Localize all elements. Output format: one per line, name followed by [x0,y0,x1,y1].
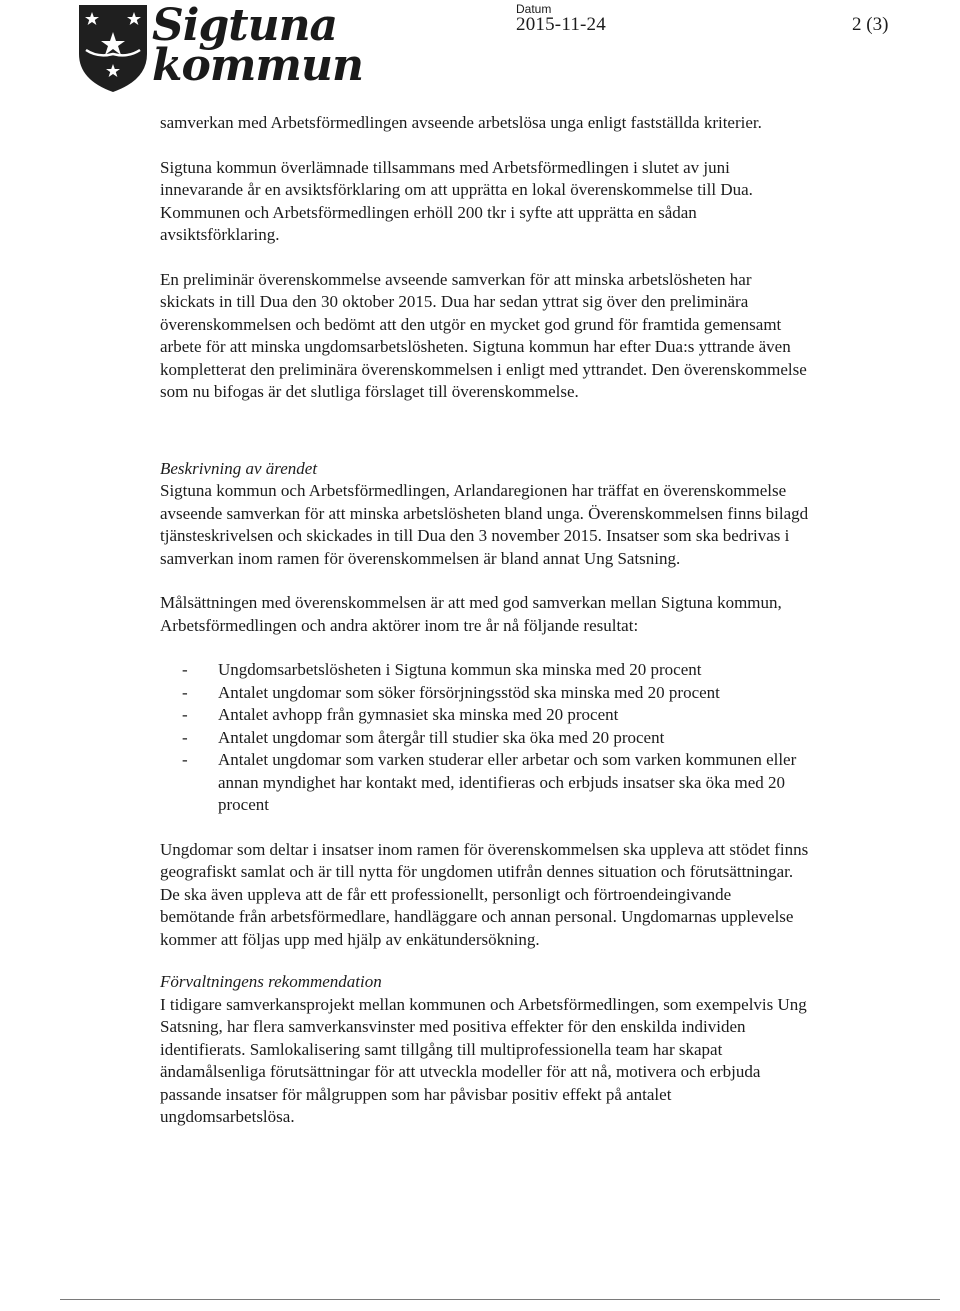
result-goals-list [160,659,810,817]
paragraph-kriterier: samverkan med Arbetsförmedlingen avseende arbetslösa unga enligt fastställda kriterier. [160,113,762,132]
section-heading-rekommendation: Förvaltningens rekommendation [160,972,382,991]
paragraph-overenskommelse: Sigtuna kommun och Arbetsförmedlingen, Arlandaregionen har träffat en överenskommelse avseende samverkan för att minska arbetslösheten bland unga. Överenskommelsen finns bilagd tjänsteskrivelsen och skickades in till Dua den 3 november 2015. Insatser som ska bedrivas i samverkan inom ramen för överenskommelsen är bland annat Ung Satsning. [160,481,809,568]
list-item: - Antalet avhopp från gymnasiet ska minska med 20 procent [160,704,810,727]
paragraph-avsiktsforklaring: Sigtuna kommun överlämnade tillsammans med Arbetsförmedlingen i slutet av juni innevarande år en avsiktsförklaring om att upprätta en lokal överenskommelse till Dua. Kommunen och Arbetsförmedlingen erhöll 200 tkr i syfte att upprätta en sådan avsiktsförklaring. [160,157,753,244]
list-item: - Antalet ungdomar som återgår till studier ska öka med 20 procent [160,727,810,750]
list-item: - Ungdomsarbetslösheten i Sigtuna kommun ska minska med 20 procent [160,659,810,682]
document-body [160,112,810,1129]
date-label: Datum [516,2,552,16]
date-value: 2015-11-24 [516,14,606,35]
footer-divider [60,1299,940,1300]
section-heading-beskrivning: Beskrivning av ärendet [160,458,318,478]
page-header [0,0,960,100]
logo-text-sigtuna: Sigtuna [152,0,338,51]
list-item: - Antalet ungdomar som varken studerar eller arbetar och som varken kommunen eller annan myndighet har kontakt med, identifieras och erbjuds insatser ska öka med 20 procent [160,749,810,817]
coat-of-arms-icon [76,2,150,94]
paragraph-rekommendation: I tidigare samverkansprojekt mellan kommunen och Arbetsförmedlingen, som exempelvis Ung Satsning, har flera samverkansvinster med positiva effekter för den enskilda individen identifierats. Samlokalisering samt tillgång till multiprofessionella team har skapat ändamålsenliga förutsättningar för att utveckla modeller för att nå, motivera och erbjuda passande insatser för målgruppen som har påvisbar positiv effekt på antalet ungdomsarbetslösa. [160,994,807,1126]
page-number: 2 (3) [852,14,889,35]
paragraph-preliminar-overenskommelse: En preliminär överenskommelse avseende samverkan för att minska arbetslösheten har skickats in till Dua den 30 oktober 2015. Dua har sedan yttrat sig över den preliminära överenskommelsen och bedömt att den utgör en mycket god grund för framtida gemensamt arbete för att minska ungdomsarbetslösheten. Sigtuna kommun har efter Dua:s yttrande även kompletterat den preliminära överenskommelsen i enligt med yttrandet. Den överenskommelse som nu bifogas är det slutliga förslaget till överenskommelse. [160,269,807,401]
list-item: - Antalet ungdomar som söker försörjningsstöd ska minska med 20 procent [160,682,810,705]
paragraph-ungdomar-upplevelse: Ungdomar som deltar i insatser inom ramen för överenskommelsen ska uppleva att stödet finns geografiskt samlat och är till nytta för ungdomen utifrån dennes situation och förutsättningar. De ska även uppleva att de får ett professionellt, personligt och förtroendeingivande bemötande från arbetsförmedlare, handläggare och annan personal. Ungdomarnas upplevelse kommer att följas upp med hjälp av enkätundersökning. [160,839,809,949]
logo-text-kommun: kommun [152,40,363,91]
paragraph-malsattning: Målsättningen med överenskommelsen är att med god samverkan mellan Sigtuna kommun, Arbetsförmedlingen och andra aktörer inom tre år nå följande resultat: [160,593,782,635]
